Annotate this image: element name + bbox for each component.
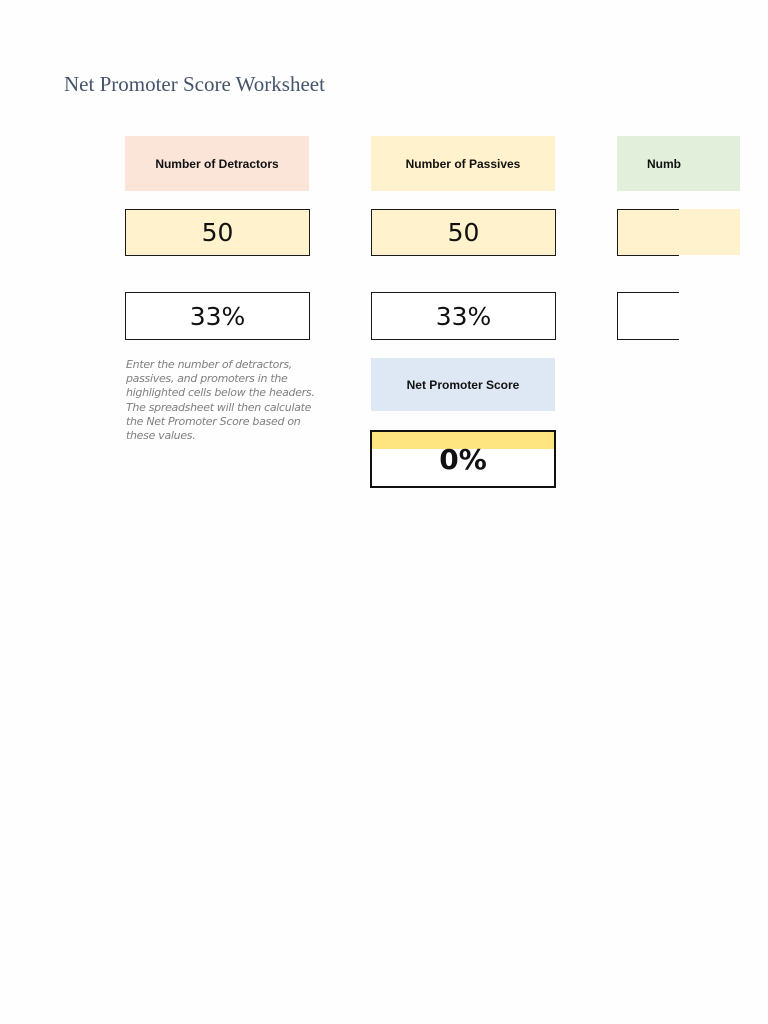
promoters-percent-cell xyxy=(617,292,679,340)
worksheet-title: Net Promoter Score Worksheet xyxy=(64,72,325,96)
nps-result-cell xyxy=(370,430,556,488)
passives-count-value: 50 xyxy=(447,218,480,247)
detractors-percent-value: 33% xyxy=(189,301,246,331)
nps-header-label: Net Promoter Score xyxy=(406,377,520,392)
promoters-count-input[interactable] xyxy=(617,209,679,256)
detractors-header-label: Number of Detractors xyxy=(155,156,279,171)
instructions-text: Enter the number of detractors, passives, and promoters in the highlighted cells below the headers. The spreadsheet will then calculate the Net Promoter Score based on these values. xyxy=(126,358,315,443)
detractors-count-input[interactable] xyxy=(125,209,310,256)
detractors-header xyxy=(125,136,309,191)
nps-value: 0% xyxy=(439,442,487,476)
passives-header xyxy=(371,136,555,191)
passives-count-input[interactable] xyxy=(371,209,556,256)
detractors-count-value: 50 xyxy=(201,218,234,247)
passives-header-label: Number of Passives xyxy=(405,156,521,171)
promoters-header-label: Numb xyxy=(647,156,681,171)
detractors-percent-cell xyxy=(125,292,310,340)
passives-percent-value: 33% xyxy=(435,301,492,331)
promoters-count-input-overflow[interactable] xyxy=(679,209,740,255)
promoters-header xyxy=(617,136,740,191)
passives-percent-cell xyxy=(371,292,556,340)
nps-header xyxy=(371,358,555,411)
